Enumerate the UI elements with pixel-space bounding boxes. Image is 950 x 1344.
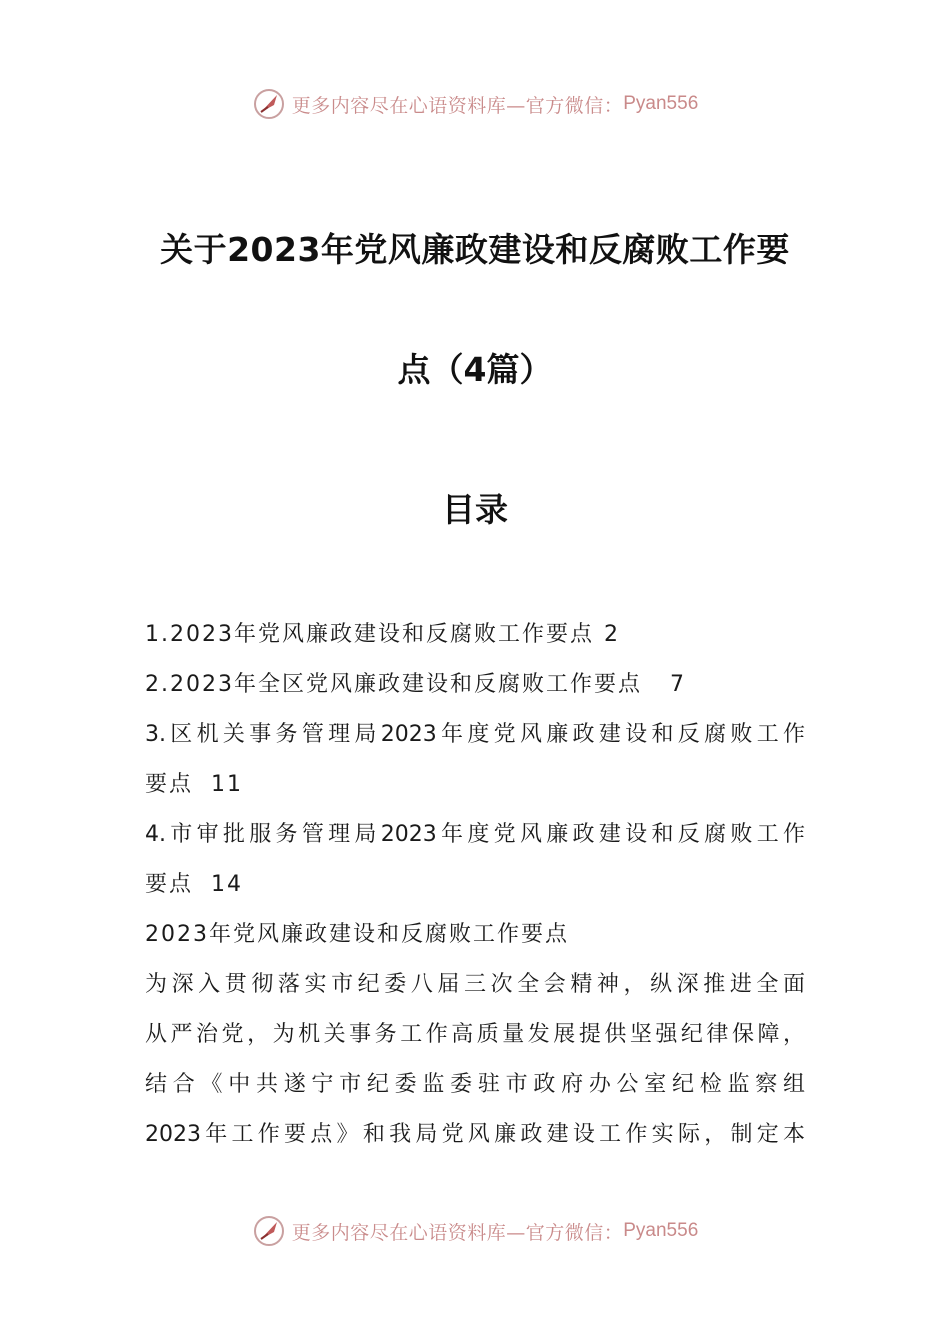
toc-entry-1[interactable] (145, 620, 805, 650)
quill-logo-icon (252, 87, 286, 121)
quill-logo-icon (252, 1214, 286, 1248)
paragraph-line-2: 从严治党，为机关事务工作高质量发展提供坚强纪律保障， (145, 1022, 805, 1047)
watermark-wechat-id: Pyan556 (623, 1220, 699, 1241)
watermark-wechat-id: Pyan556 (623, 93, 699, 114)
toc-entry-4-page: 14 (211, 872, 244, 897)
section-heading: 2023年党风廉政建设和反腐败工作要点 (145, 922, 569, 947)
toc-entry-3-line-1[interactable] (145, 720, 805, 750)
watermark-text: 更多内容尽在心语资料库—官方微信： (291, 1221, 624, 1244)
toc-entry-1-text: 1.2023年党风廉政建设和反腐败工作要点 (145, 622, 594, 647)
toc-entry-3-page: 11 (211, 772, 244, 797)
document-title-line-2: 点（4篇） (397, 350, 553, 389)
toc-entry-2[interactable] (145, 670, 805, 700)
toc-entry-3-text-line-1: 3.区机关事务管理局2023年度党风廉政建设和反腐败工作 (145, 722, 805, 747)
paragraph-line-1: 为深入贯彻落实市纪委八届三次全会精神，纵深推进全面 (145, 972, 805, 997)
toc-entry-4-text-line-1: 4.市审批服务管理局2023年度党风廉政建设和反腐败工作 (145, 822, 805, 847)
watermark-text: 更多内容尽在心语资料库—官方微信： (291, 94, 624, 117)
toc-entry-4-line-1[interactable] (145, 820, 805, 850)
toc-entry-3-text-line-2: 要点 (145, 772, 194, 797)
document-title-line-1: 关于2023年党风廉政建设和反腐败工作要 (160, 230, 790, 269)
footer-watermark (0, 1211, 950, 1251)
toc-entry-4-line-2[interactable] (145, 870, 805, 900)
toc-entry-3-line-2[interactable] (145, 770, 805, 800)
toc-entry-1-page: 2 (603, 622, 620, 647)
toc-entry-2-text: 2.2023年全区党风廉政建设和反腐败工作要点 (145, 672, 642, 697)
toc-entry-4-text-line-2: 要点 (145, 872, 194, 897)
paragraph-line-4: 2023年工作要点》和我局党风廉政建设工作实际，制定本 (145, 1122, 805, 1147)
toc-entry-2-page: 7 (669, 672, 686, 697)
toc-heading: 目录 (442, 490, 508, 529)
paragraph-line-3: 结合《中共遂宁市纪委监委驻市政府办公室纪检监察组 (145, 1072, 805, 1097)
header-watermark (0, 84, 950, 124)
